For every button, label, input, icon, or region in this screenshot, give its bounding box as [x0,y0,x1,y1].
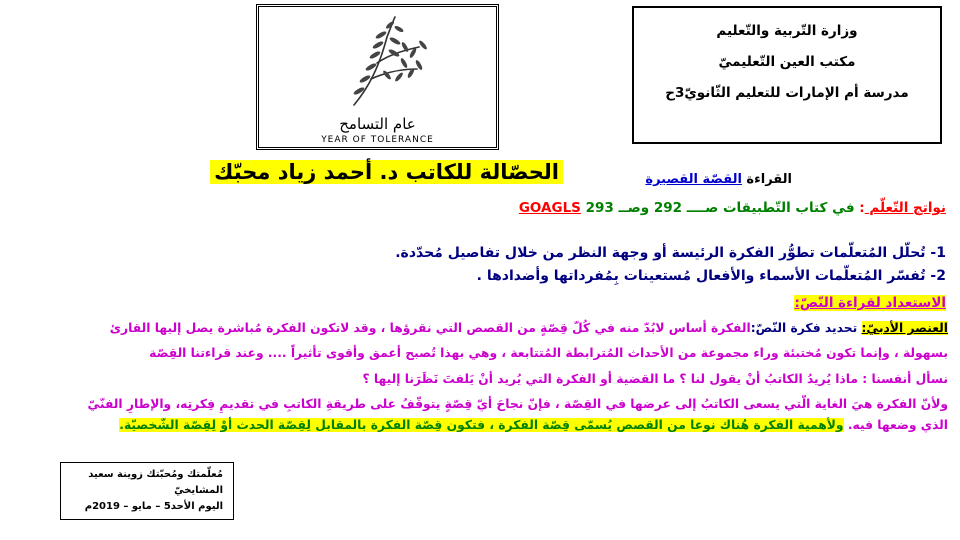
teacher-name: مُعلّمتك ومُحبّتك زوينة سعيد المشايخيّ [88,469,223,496]
learning-outcomes-line [519,200,946,216]
paragraph-line-5 [119,415,948,435]
lesson-date: اليوم الأحد5 – مايو – 2019م [84,501,223,512]
literary-element-focus: تحديد فكرة النّصّ: [750,321,862,335]
objective-2: 2- تُفسّر المُتعلّمات الأسماء والأفعال مُستعينات بِمُفرداتها وأضدادها . [476,268,946,284]
paragraph-highlight: ولأهمية الفكرة هُناك نوعا من القصص يُسمّى قِصّة الفكرة ، فتكون قِصّة الفكرة بالمقابل لِقِصّة الحدث أوْ لِقِصّة الشّخصيّة. [119,418,844,432]
paragraph-line-3: نسأل أنفسنا : ماذا يُريدُ الكاتبُ أنْ يقول لنا ؟ ما القضية أو الفكرة التي يُريد أنْ يَلفتَ نَظَرَنا إليها ؟ [362,372,948,386]
objective-1: 1- تُحلّل المُتعلّمات تطوُّر الفكرة الرئيسة أو وجهة النظر من خلال تفاصيل مُحدّدة. [395,245,946,261]
paragraph-line-4: ولأنّ الفكرة هيَ الغاية الّتي يسعى الكاتبُ إلى عرضها في القِصّة ، فإنّ نجاحَ أيّ قِصّةٍ يتوقّفُ على طريقةِ الكاتبِ في تقديمِ فِكرتِه، والإطارِ الفنّيّ [87,397,948,411]
outcomes-code: GOAGLS [518,200,581,216]
outcomes-label: نواتج التّعلّم [864,200,946,216]
year-of-tolerance-logo [256,4,499,150]
logo-caption-arabic: عام التسامح [339,115,416,133]
lesson-subtitle [645,172,792,187]
school-name: مدرسة أم الإمارات للتعليم الثّانويّ3ح [665,85,909,101]
logo-caption-english: YEAR OF TOLERANCE [321,135,434,145]
literary-element-label: العنصر الأدبيّ: [861,321,948,335]
teacher-signature-box [60,462,234,520]
paragraph-line-1-text: الفكرة أساس لابُدّ منه في كُلّ قِصّةٍ من القصص التي نقرؤها ، وقد لاتكون الفكرة مُباشرة يصل إليها القارئ [109,321,751,335]
paragraph-line-5-start: الذي وضعها فيه. [843,418,948,432]
ministry-header-box [632,6,942,144]
lesson-title: الحصّالة للكاتب د. أحمد زياد محبّك [210,160,563,184]
subtitle-genre: القصّة القصيرة [645,172,742,187]
preparation-heading: الاستعداد لقراءة النّصّ: [794,295,946,311]
paragraph-line-1 [110,318,948,338]
ministry-name: وزارة التّربية والتّعليم [716,23,858,39]
outcomes-colon: : [859,200,865,216]
subtitle-prefix: القراءة [741,172,792,187]
paragraph-line-2: بسهولة ، وإنما تكون مُختبئة وراء مجموعة من الأحداث المُترابطة المُتتابعة ، وهي بهذا تُصبح أعمق وأقوى تأثيراً .... وعند قراءتنا القِصّة [149,346,948,360]
office-name: مكتب العين التّعليميّ [718,54,856,70]
outcomes-text: في كتاب التّطبيقات صــــ 292 وصــ 293 [580,200,860,216]
ghaf-tree-icon [259,7,496,117]
